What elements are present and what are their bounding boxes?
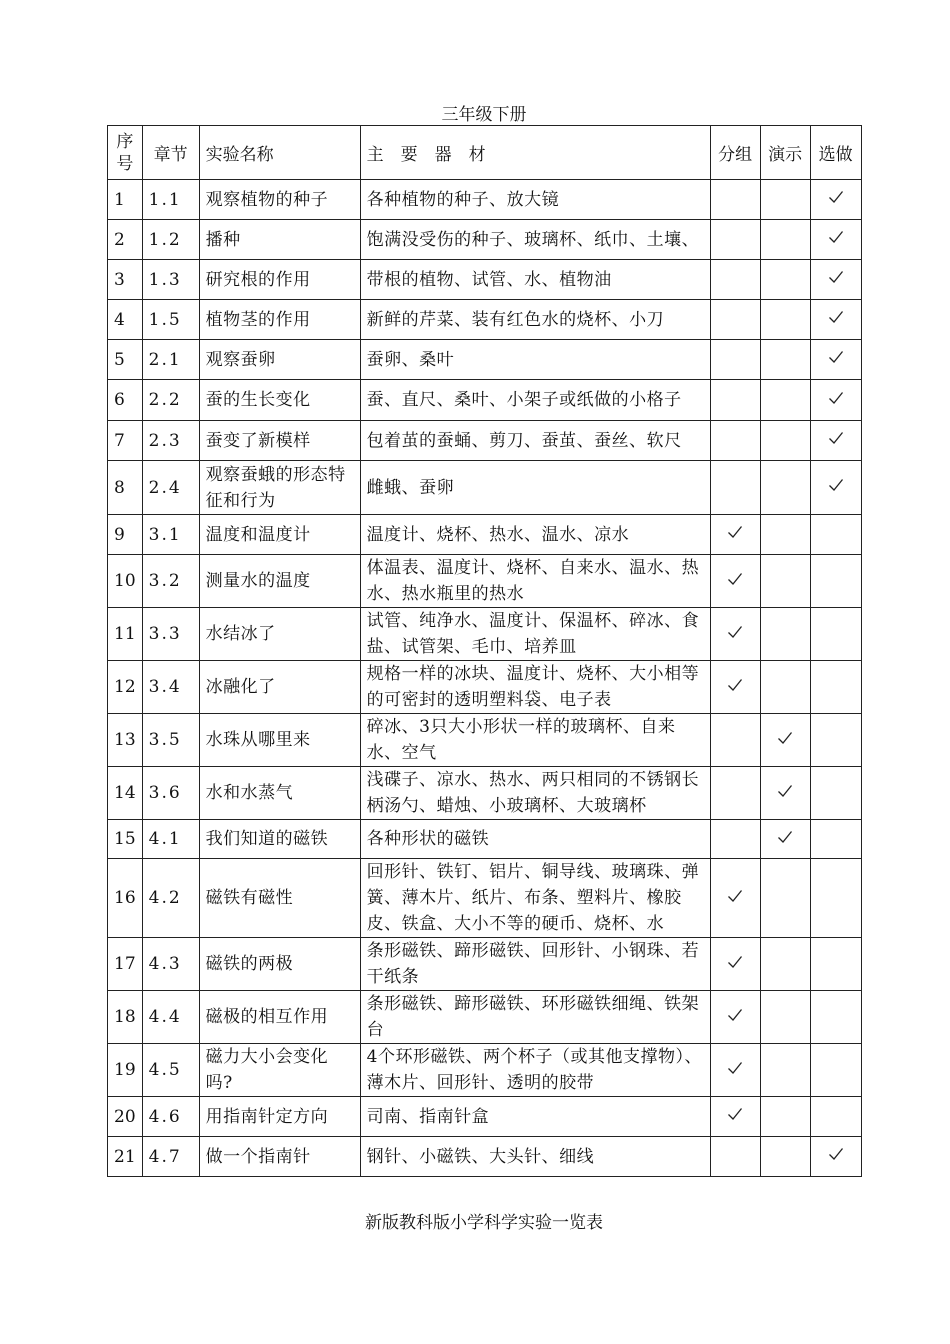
cell-materials: 条形磁铁、蹄形磁铁、环形磁铁细绳、铁架台: [360, 991, 710, 1044]
table-row: [108, 608, 862, 661]
cell-seq: 10: [108, 555, 143, 608]
cell-optional: [810, 1137, 861, 1177]
cell-materials: 司南、指南针盒: [360, 1097, 710, 1137]
cell-materials: 雌蛾、蚕卵: [360, 461, 710, 515]
cell-seq: 12: [108, 661, 143, 714]
cell-seq: 7: [108, 421, 143, 461]
cell-name: 温度和温度计: [199, 515, 360, 555]
cell-optional: [810, 300, 861, 340]
cell-group: [710, 820, 760, 859]
cell-seq: 3: [108, 260, 143, 300]
cell-demo: [760, 555, 810, 608]
cell-chapter: 3.5: [142, 714, 199, 767]
cell-group: [710, 555, 760, 608]
cell-seq: 2: [108, 220, 143, 260]
cell-materials: 浅碟子、凉水、热水、两只相同的不锈钢长柄汤勺、蜡烛、小玻璃杯、大玻璃杯: [360, 767, 710, 820]
table-row: [108, 340, 862, 380]
cell-optional: [810, 260, 861, 300]
cell-optional: [810, 461, 861, 515]
page-title: 三年级下册: [441, 105, 527, 125]
cell-chapter: 2.4: [142, 461, 199, 515]
cell-materials: 饱满没受伤的种子、玻璃杯、纸巾、土壤、: [360, 220, 710, 260]
cell-materials: 蚕、直尺、桑叶、小架子或纸做的小格子: [360, 380, 710, 421]
table-row: [108, 515, 862, 555]
cell-demo: [760, 461, 810, 515]
cell-name: 观察蚕蛾的形态特征和行为: [199, 461, 360, 515]
header-row: [108, 126, 862, 180]
cell-chapter: 1.1: [142, 180, 199, 220]
cell-optional: [810, 714, 861, 767]
cell-materials: 条形磁铁、蹄形磁铁、回形针、小钢珠、若干纸条: [360, 938, 710, 991]
cell-seq: 21: [108, 1137, 143, 1177]
checkmark-icon: [777, 730, 793, 746]
cell-name: 观察蚕卵: [199, 340, 360, 380]
cell-materials: 试管、纯净水、温度计、保温杯、碎冰、食盐、试管架、毛巾、培养皿: [360, 608, 710, 661]
cell-name: 蚕变了新模样: [199, 421, 360, 461]
cell-seq: 16: [108, 859, 143, 938]
cell-demo: [760, 300, 810, 340]
cell-chapter: 4.7: [142, 1137, 199, 1177]
checkmark-icon: [727, 677, 743, 693]
cell-chapter: 3.1: [142, 515, 199, 555]
cell-chapter: 4.3: [142, 938, 199, 991]
cell-optional: [810, 340, 861, 380]
header-seq: 序号: [108, 126, 143, 180]
cell-materials: 碎冰、3只大小形状一样的玻璃杯、自来水、空气: [360, 714, 710, 767]
table-row: [108, 461, 862, 515]
cell-name: 水结冰了: [199, 608, 360, 661]
header-chapter: 章节: [142, 126, 199, 180]
cell-materials: 蚕卵、桑叶: [360, 340, 710, 380]
header-optional: 选做: [810, 126, 861, 180]
cell-materials: 规格一样的冰块、温度计、烧杯、大小相等的可密封的透明塑料袋、电子表: [360, 661, 710, 714]
header-demo: 演示: [760, 126, 810, 180]
cell-name: 植物茎的作用: [199, 300, 360, 340]
cell-materials: 4个环形磁铁、两个杯子（或其他支撑物）、薄木片、回形针、透明的胶带: [360, 1044, 710, 1097]
cell-demo: [760, 515, 810, 555]
cell-group: [710, 661, 760, 714]
checkmark-icon: [828, 477, 844, 493]
cell-name: 冰融化了: [199, 661, 360, 714]
cell-group: [710, 714, 760, 767]
cell-seq: 17: [108, 938, 143, 991]
cell-demo: [760, 991, 810, 1044]
cell-group: [710, 515, 760, 555]
cell-group: [710, 380, 760, 421]
table-row: [108, 661, 862, 714]
cell-materials: 各种植物的种子、放大镜: [360, 180, 710, 220]
cell-optional: [810, 991, 861, 1044]
checkmark-icon: [727, 624, 743, 640]
cell-group: [710, 859, 760, 938]
cell-demo: [760, 1137, 810, 1177]
cell-materials: 回形针、铁钉、铝片、铜导线、玻璃珠、弹簧、薄木片、纸片、布条、塑料片、橡胶皮、铁盒、大小不等的硬币、烧杯、水: [360, 859, 710, 938]
cell-group: [710, 1137, 760, 1177]
cell-optional: [810, 515, 861, 555]
cell-chapter: 3.4: [142, 661, 199, 714]
cell-name: 做一个指南针: [199, 1137, 360, 1177]
table-row: [108, 820, 862, 859]
cell-seq: 15: [108, 820, 143, 859]
cell-demo: [760, 1044, 810, 1097]
cell-group: [710, 938, 760, 991]
cell-demo: [760, 767, 810, 820]
cell-demo: [760, 608, 810, 661]
cell-materials: 新鲜的芹菜、装有红色水的烧杯、小刀: [360, 300, 710, 340]
cell-group: [710, 220, 760, 260]
footer-title: 新版教科版小学科学实验一览表: [365, 1213, 603, 1233]
cell-demo: [760, 220, 810, 260]
checkmark-icon: [777, 829, 793, 845]
cell-optional: [810, 938, 861, 991]
cell-chapter: 4.1: [142, 820, 199, 859]
table-row: [108, 421, 862, 461]
cell-chapter: 3.3: [142, 608, 199, 661]
table-row: [108, 180, 862, 220]
cell-optional: [810, 767, 861, 820]
checkmark-icon: [777, 783, 793, 799]
cell-materials: 温度计、烧杯、热水、温水、凉水: [360, 515, 710, 555]
cell-name: 磁极的相互作用: [199, 991, 360, 1044]
cell-group: [710, 180, 760, 220]
cell-name: 水珠从哪里来: [199, 714, 360, 767]
cell-chapter: 1.3: [142, 260, 199, 300]
cell-seq: 1: [108, 180, 143, 220]
cell-optional: [810, 380, 861, 421]
cell-optional: [810, 555, 861, 608]
cell-demo: [760, 380, 810, 421]
cell-name: 播种: [199, 220, 360, 260]
cell-optional: [810, 220, 861, 260]
cell-seq: 11: [108, 608, 143, 661]
table-body: [108, 180, 862, 1177]
cell-group: [710, 767, 760, 820]
cell-materials: 包着茧的蚕蛹、剪刀、蚕茧、蚕丝、软尺: [360, 421, 710, 461]
cell-group: [710, 1044, 760, 1097]
checkmark-icon: [828, 309, 844, 325]
cell-optional: [810, 661, 861, 714]
cell-optional: [810, 859, 861, 938]
cell-demo: [760, 340, 810, 380]
cell-optional: [810, 608, 861, 661]
cell-chapter: 3.2: [142, 555, 199, 608]
cell-chapter: 4.5: [142, 1044, 199, 1097]
cell-name: 磁铁有磁性: [199, 859, 360, 938]
checkmark-icon: [727, 1106, 743, 1122]
table-row: [108, 1097, 862, 1137]
cell-seq: 6: [108, 380, 143, 421]
cell-seq: 5: [108, 340, 143, 380]
table-row: [108, 767, 862, 820]
cell-group: [710, 300, 760, 340]
table-row: [108, 1044, 862, 1097]
checkmark-icon: [727, 888, 743, 904]
cell-name: 观察植物的种子: [199, 180, 360, 220]
cell-seq: 8: [108, 461, 143, 515]
table-row: [108, 714, 862, 767]
cell-demo: [760, 938, 810, 991]
cell-demo: [760, 820, 810, 859]
cell-name: 蚕的生长变化: [199, 380, 360, 421]
table-row: [108, 380, 862, 421]
table-row: [108, 555, 862, 608]
cell-seq: 13: [108, 714, 143, 767]
cell-name: 磁铁的两极: [199, 938, 360, 991]
cell-chapter: 4.4: [142, 991, 199, 1044]
checkmark-icon: [828, 229, 844, 245]
table-row: [108, 300, 862, 340]
cell-chapter: 3.6: [142, 767, 199, 820]
cell-optional: [810, 421, 861, 461]
cell-demo: [760, 421, 810, 461]
cell-group: [710, 260, 760, 300]
cell-group: [710, 991, 760, 1044]
checkmark-icon: [727, 954, 743, 970]
cell-name: 水和水蒸气: [199, 767, 360, 820]
header-group: 分组: [710, 126, 760, 180]
header-materials: 主 要 器 材: [360, 126, 710, 180]
cell-seq: 4: [108, 300, 143, 340]
cell-group: [710, 608, 760, 661]
checkmark-icon: [828, 430, 844, 446]
checkmark-icon: [727, 524, 743, 540]
cell-materials: 各种形状的磁铁: [360, 820, 710, 859]
cell-chapter: 4.6: [142, 1097, 199, 1137]
table-row: [108, 938, 862, 991]
cell-name: 研究根的作用: [199, 260, 360, 300]
cell-materials: 带根的植物、试管、水、植物油: [360, 260, 710, 300]
cell-group: [710, 461, 760, 515]
checkmark-icon: [828, 269, 844, 285]
cell-chapter: 1.5: [142, 300, 199, 340]
cell-name: 测量水的温度: [199, 555, 360, 608]
cell-seq: 20: [108, 1097, 143, 1137]
cell-optional: [810, 180, 861, 220]
cell-seq: 18: [108, 991, 143, 1044]
checkmark-icon: [828, 1146, 844, 1162]
checkmark-icon: [828, 349, 844, 365]
cell-group: [710, 340, 760, 380]
cell-chapter: 4.2: [142, 859, 199, 938]
cell-materials: 钢针、小磁铁、大头针、细线: [360, 1137, 710, 1177]
cell-demo: [760, 1097, 810, 1137]
cell-optional: [810, 820, 861, 859]
cell-chapter: 2.2: [142, 380, 199, 421]
table-row: [108, 1137, 862, 1177]
cell-seq: 19: [108, 1044, 143, 1097]
checkmark-icon: [727, 1060, 743, 1076]
cell-name: 用指南针定方向: [199, 1097, 360, 1137]
checkmark-icon: [727, 571, 743, 587]
cell-demo: [760, 661, 810, 714]
table-row: [108, 260, 862, 300]
checkmark-icon: [727, 1007, 743, 1023]
cell-chapter: 2.3: [142, 421, 199, 461]
header-name: 实验名称: [199, 126, 360, 180]
cell-optional: [810, 1044, 861, 1097]
cell-demo: [760, 714, 810, 767]
cell-seq: 9: [108, 515, 143, 555]
checkmark-icon: [828, 189, 844, 205]
experiment-table: [107, 125, 862, 1177]
cell-group: [710, 421, 760, 461]
cell-seq: 14: [108, 767, 143, 820]
cell-demo: [760, 859, 810, 938]
cell-demo: [760, 260, 810, 300]
table-row: [108, 859, 862, 938]
cell-group: [710, 1097, 760, 1137]
cell-materials: 体温表、温度计、烧杯、自来水、温水、热水、热水瓶里的热水: [360, 555, 710, 608]
cell-optional: [810, 1097, 861, 1137]
cell-chapter: 1.2: [142, 220, 199, 260]
cell-name: 磁力大小会变化吗?: [199, 1044, 360, 1097]
table-row: [108, 991, 862, 1044]
checkmark-icon: [828, 390, 844, 406]
cell-demo: [760, 180, 810, 220]
table-row: [108, 220, 862, 260]
cell-chapter: 2.1: [142, 340, 199, 380]
cell-name: 我们知道的磁铁: [199, 820, 360, 859]
